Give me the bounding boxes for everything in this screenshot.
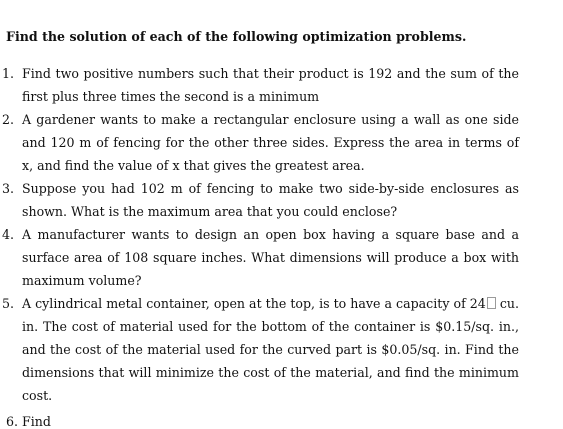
problem-number: 1. <box>2 66 15 81</box>
problem-number: 4. <box>2 227 15 242</box>
problem-item-5 <box>0 292 563 407</box>
problem-number: 2. <box>2 112 15 127</box>
problem-item-2 <box>0 108 563 177</box>
problem-text <box>22 292 519 407</box>
problem-list <box>0 62 563 407</box>
problem-item-1 <box>0 62 563 108</box>
problem-item-4 <box>0 223 563 292</box>
problem-text: A manufacturer wants to design an open box having a square base and a surface area of 108 square inches. What dimensions will produce a box with maximum volume? <box>22 227 519 288</box>
problem-item-3 <box>0 177 563 223</box>
problem-text-after-symbol: cu. in. The cost of material used for the bottom of the container is $0.15/sq. in., and the cost of the material used for the curved part is $0.05/sq. in. Find the dimensions that will minimize the cost of the material, and find the minimum cost. <box>22 296 520 403</box>
problem-number: 3. <box>2 181 15 196</box>
problem-text-before-symbol: A cylindrical metal container, open at the top, is to have a capacity of 24 <box>22 296 486 311</box>
cut-off-next-problem: 6. Find <box>6 414 51 429</box>
problem-text: Suppose you had 102 m of fencing to make two side-by-side enclosures as shown. What is the maximum area that you could enclose? <box>22 181 519 219</box>
page-heading: Find the solution of each of the following optimization problems. <box>6 29 467 44</box>
problem-text: A gardener wants to make a rectangular enclosure using a wall as one side and 120 m of fencing for the other three sides. Express the area in terms of x, and find the value of x that gives the greatest area. <box>22 112 519 173</box>
problem-text: Find two positive numbers such that their product is 192 and the sum of the first plus three times the second is a minimum <box>22 66 519 104</box>
missing-glyph-box-icon <box>487 297 496 309</box>
problem-number: 5. <box>2 296 15 311</box>
